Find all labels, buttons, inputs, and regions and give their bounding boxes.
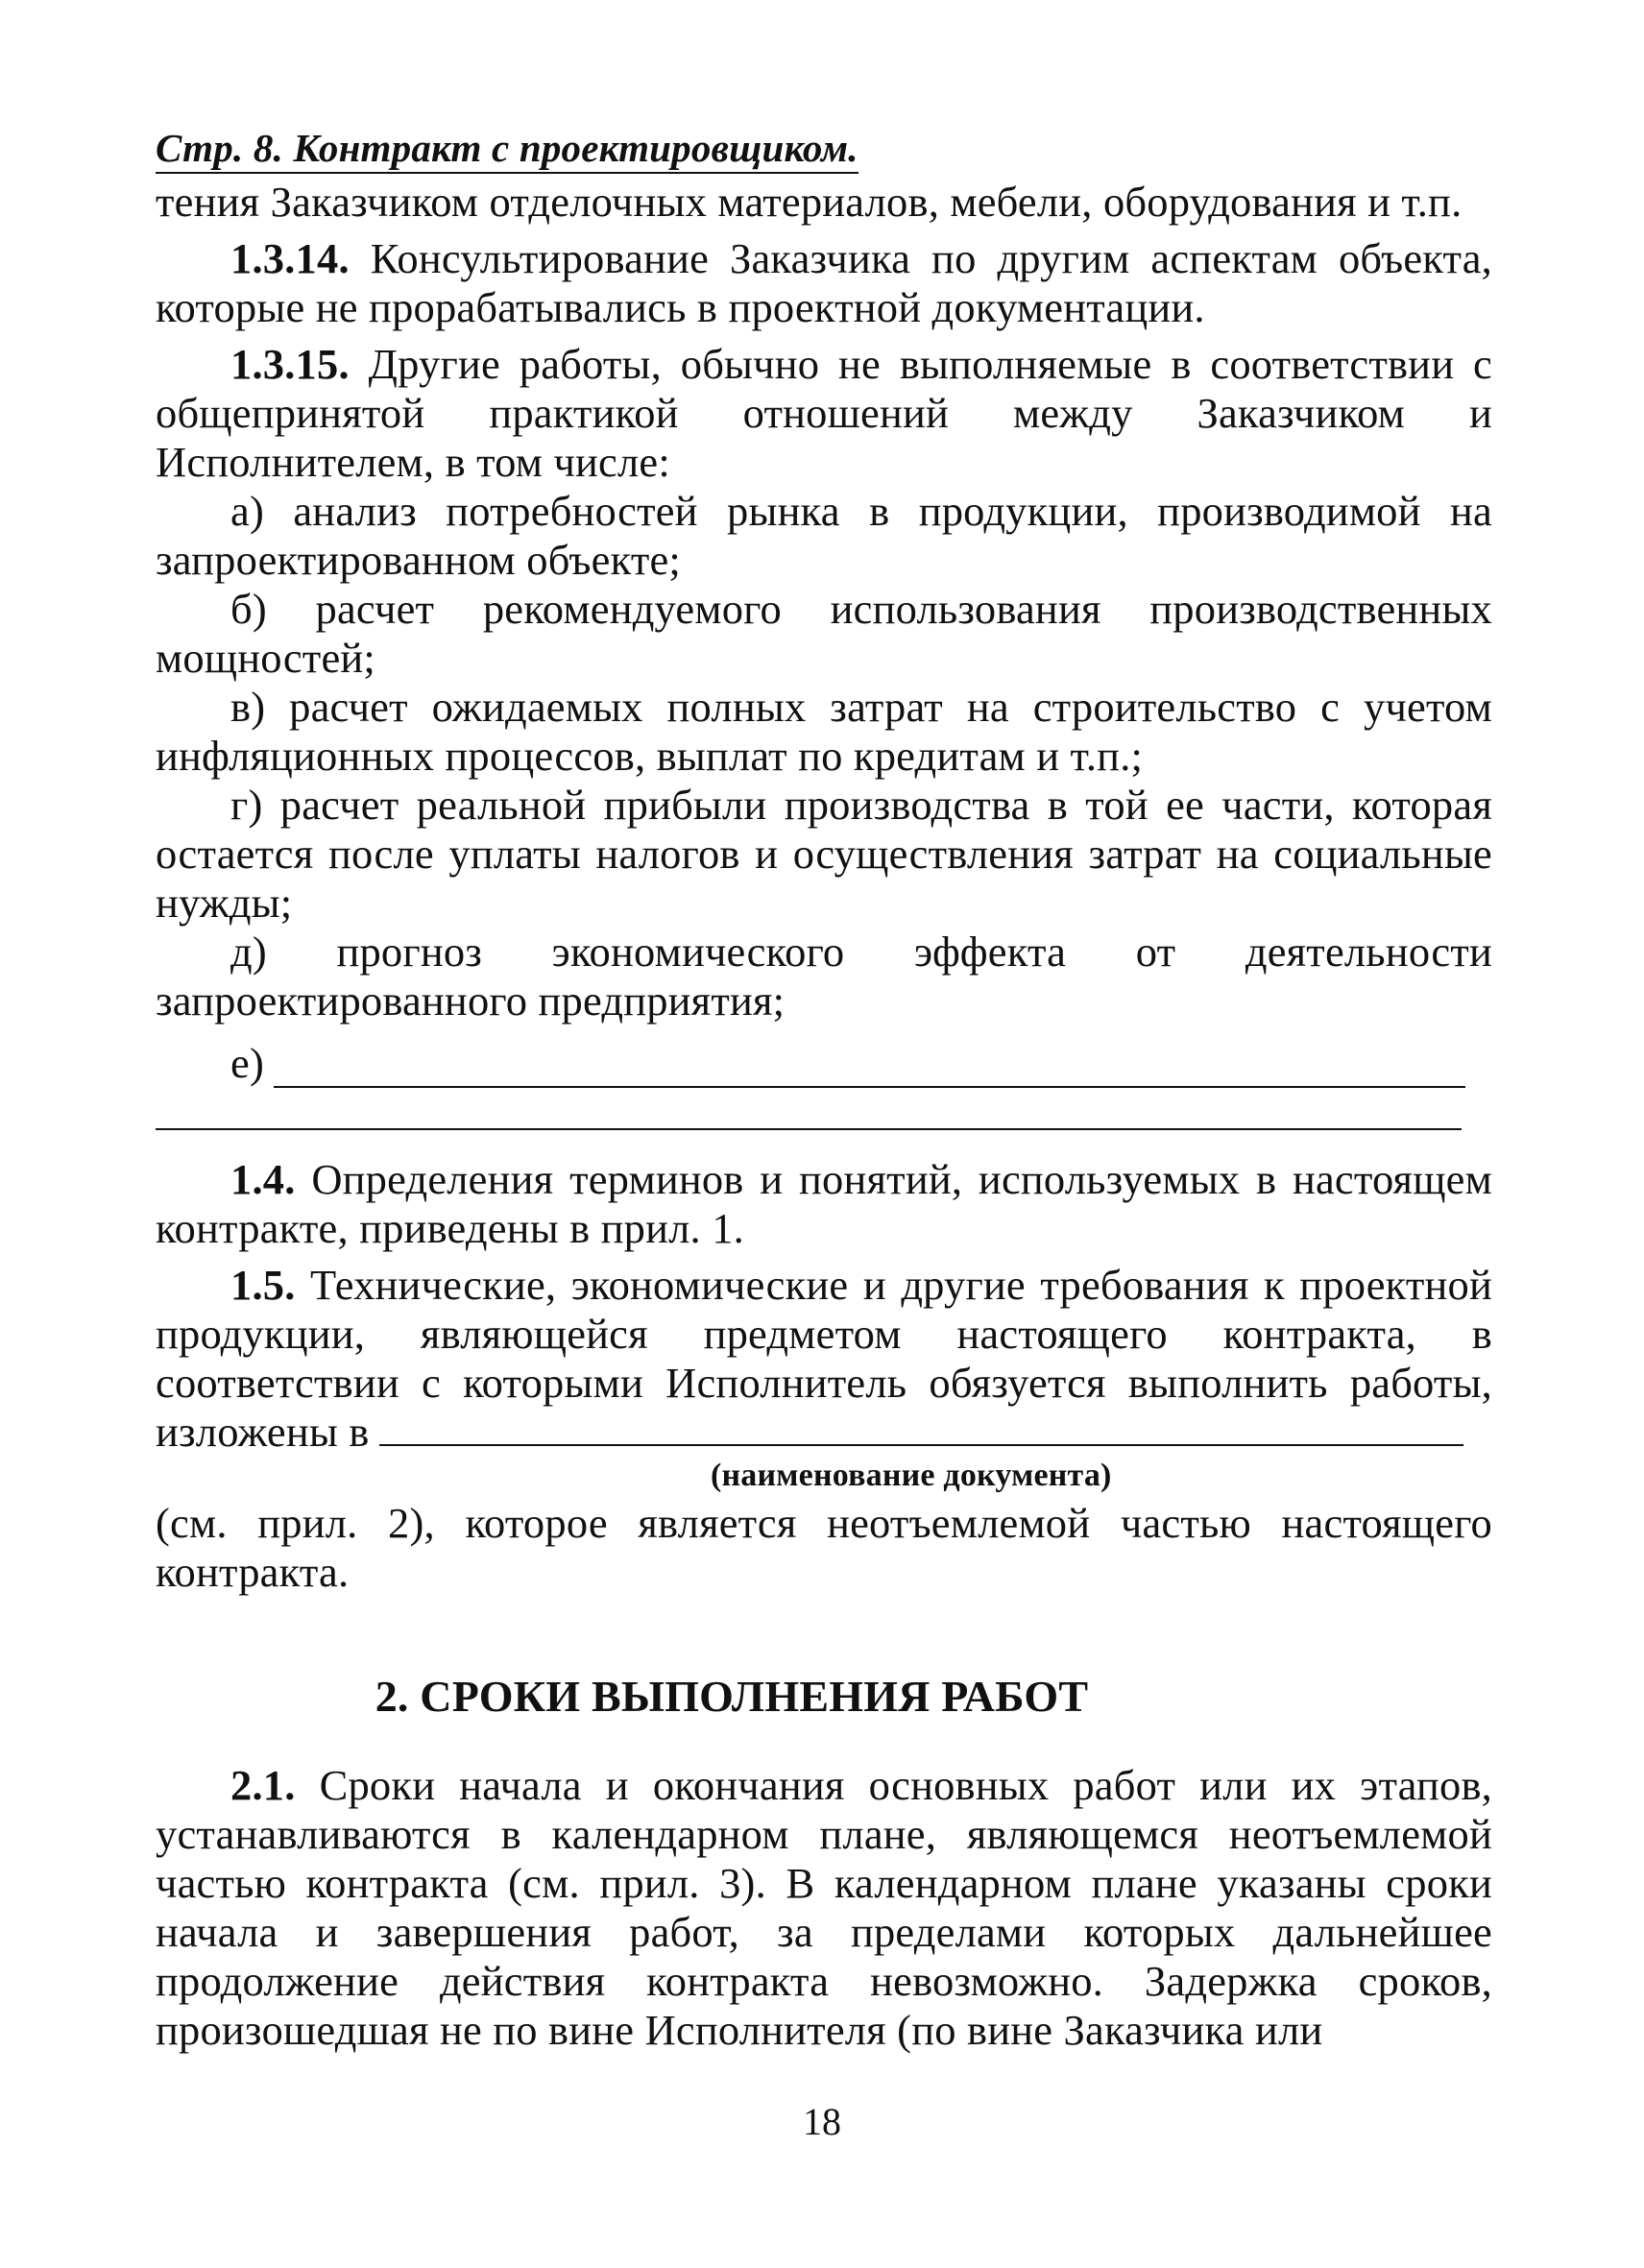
clause-1-3-14 — [156, 234, 1492, 332]
document-name-caption: (наименование документа) — [711, 1458, 1112, 1493]
clause-number: 1.5. — [230, 1261, 296, 1309]
list-item-a: а) анализ потребностей рынка в продукции, производимой на запроектированном объекте; — [156, 487, 1492, 584]
blank-fill-line-full — [156, 1088, 1462, 1130]
clause-text: Консультирование Заказчика по другим аспектам объекта, которые не прорабатывались в проектной документации. — [156, 234, 1492, 331]
list-item-b: б) расчет рекомендуемого использования производственных мощностей; — [156, 585, 1492, 682]
paragraph-continuation: тения Заказчиком отделочных материалов, мебели, оборудования и т.п. — [156, 178, 1463, 226]
clause-2-1 — [156, 1761, 1492, 2055]
clause-number: 1.3.14. — [230, 234, 350, 282]
paragraph-appendix-reference: (см. прил. 2), которое является неотъемлемой частью настоящего контракта. — [156, 1499, 1492, 1596]
list-item-d: д) прогноз экономического эффекта от деятельности запроектированного предприятия; — [156, 928, 1492, 1025]
document-page — [156, 123, 1492, 2055]
clause-1-3-15 — [156, 340, 1492, 487]
clause-number: 1.3.15. — [230, 340, 350, 388]
clause-text: Определения терминов и понятий, используемых в настоящем контракте, приведены в прил. 1. — [156, 1155, 1492, 1252]
clause-1-5 — [156, 1261, 1492, 1457]
clause-1-4 — [156, 1155, 1492, 1253]
clause-text: Технические, экономические и другие требования к проектной продукции, являющейся предметом настоящего контракта, в соответствии с которыми Исполнитель обязуется выполнить работы, изложены в — [156, 1261, 1492, 1456]
clause-number: 2.1. — [230, 1761, 296, 1809]
blank-fill-line — [274, 1048, 1465, 1088]
clause-text: Другие работы, обычно не выполняемые в соответствии с общепринятой практикой отношений между Заказчиком и Исполнителем, в том числе: — [156, 340, 1492, 486]
blank-fill-line-document — [379, 1443, 1463, 1446]
list-item-g: г) расчет реальной прибыли производства в той ее части, которая остается после уплаты налогов и осуществления затрат на социальные нужды; — [156, 781, 1492, 927]
list-item-e — [156, 1039, 1465, 1088]
running-head: Стр. 8. Контракт с проектировщиком. — [156, 124, 858, 174]
list-item-v: в) расчет ожидаемых полных затрат на строительство с учетом инфляционных процессов, выплат по кредитам и т.п.; — [156, 683, 1492, 780]
page-number: 18 — [803, 2100, 841, 2143]
clause-number: 1.4. — [230, 1155, 296, 1203]
section-title: 2. СРОКИ ВЫПОЛНЕНИЯ РАБОТ — [375, 1672, 1089, 1721]
list-item-e-label: е) — [230, 1039, 264, 1087]
clause-text: Сроки начала и окончания основных работ или их этапов, устанавливаются в календарном плане, являющемся неотъемлемой частью контракта (см. прил. 3). В календарном плане указаны сроки начала и завершения работ, за пределами которых дальнейшее продолжение действия контракта невозможно. Задержка сроков, произошедшая не по вине Исполнителя (по вине Заказчика или — [156, 1761, 1492, 2054]
